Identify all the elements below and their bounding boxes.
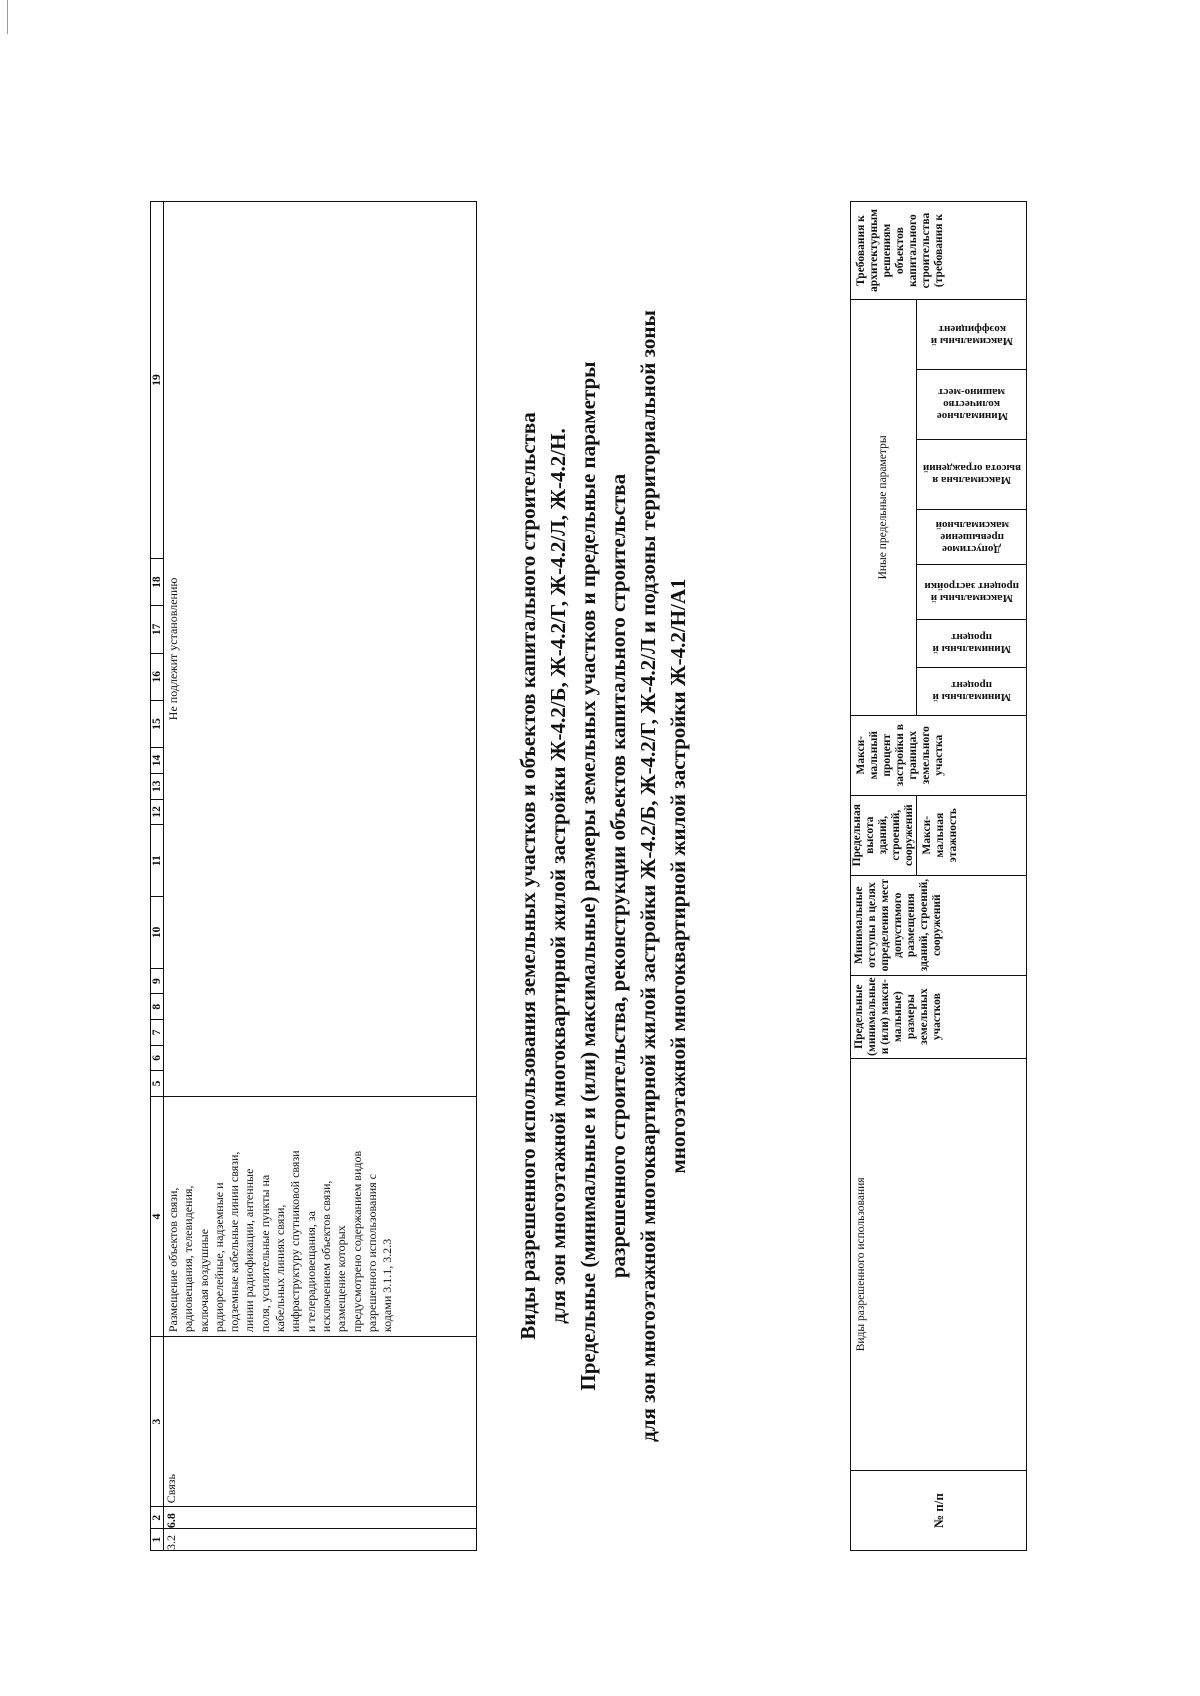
description-line: линии радиофикации, антенные (242, 1168, 257, 1333)
bottom-table-header (850, 201, 1027, 1551)
coverage-header: Макси-мальный процент застройки в границах земельного участка (851, 715, 1027, 795)
other-params-header: Иные предельные параметры (851, 300, 917, 716)
vertical-header (917, 564, 1027, 619)
vertical-header-text: Максимальны й коэффициент (930, 322, 1013, 347)
col-number: 6 (151, 1045, 164, 1071)
vertical-header (917, 619, 1027, 667)
description-line: кодами 3.1.1, 3.2.3 (380, 1238, 395, 1333)
title-line: для зон многоэтажной многоквартирной жилой застройки Ж-4.2/Б, Ж-4.2/Г, Ж-4.2/Л, Ж-4.2/Н. (546, 428, 570, 1324)
description-line: кабельных линиях связи, (273, 1204, 288, 1333)
col-number: 19 (151, 202, 164, 559)
col-number: 2 (151, 1507, 164, 1529)
title-line: разрешенного строительства, реконструкции объектов капитального строительства (606, 473, 630, 1279)
title-line: многоэтажной многоквартирной жилой застройки Ж-4.2/Н/А1 (666, 578, 690, 1174)
title-line: для зон многоэтажной многоквартирной жилой застройки Ж-4.2/Б, Ж-4.2/Г, Ж-4.2/Л и подзоны территориальной зоны (636, 310, 660, 1442)
col-number: 8 (151, 994, 164, 1020)
col-number: 4 (151, 1096, 164, 1336)
vertical-header-text: Допустимое превышение максимальной (934, 518, 1009, 555)
col-number: 5 (151, 1071, 164, 1097)
col-number: 11 (151, 825, 164, 897)
vertical-header (917, 370, 1027, 440)
vertical-header-text: Минимальны й процент (932, 679, 1011, 704)
description-line: Размещение объектов связи, (166, 1187, 180, 1333)
num-header: № п/п (851, 1471, 1027, 1551)
col-number: 12 (151, 799, 164, 825)
vertical-header (917, 667, 1027, 715)
floors-header: Макси-мальная этажность (917, 795, 1027, 875)
col-number: 10 (151, 897, 164, 969)
description-line: инфраструктуру спутниковой связи (288, 1150, 303, 1333)
description-line: радиовещания, телевидения, (181, 1185, 196, 1333)
height-header: Предельная высота зданий, строений, сооружений (851, 795, 917, 875)
col-number: 15 (151, 700, 164, 747)
description-line: радиорелейные, надземные и (211, 1182, 226, 1333)
row-use-type: Связь (164, 1337, 477, 1507)
vertical-header-text: Максимальна я высота ограждений (922, 462, 1021, 487)
table-row (164, 202, 477, 1551)
description-line: и телерадиовещания, за (303, 1211, 318, 1333)
description-line: поля, усилительные пункты на (257, 1174, 272, 1333)
col-number: 14 (151, 748, 164, 774)
description-line: включая воздушные (196, 1228, 211, 1333)
col-number: 3 (151, 1337, 164, 1507)
title-line: Предельные (минимальные и (или) максимальные) размеры земельных участков и предельные параметры (576, 361, 600, 1391)
col-number: 7 (151, 1020, 164, 1046)
col-number: 13 (151, 773, 164, 799)
col-number: 17 (151, 606, 164, 653)
types-header: Виды разрешенного использования (851, 1058, 1027, 1471)
sizes-header: Предельные (минимальные и (или) макси-мальные) размеры земельных участков (851, 975, 1027, 1058)
vertical-header-text: Минимальное количество машино-мест (935, 386, 1008, 423)
description-line: разрешенного использования с (364, 1173, 379, 1333)
vertical-header-text: Максимальны й процент застройки (924, 579, 1019, 604)
description-line: предусмотрено содержанием видов (349, 1150, 364, 1333)
col-number: 18 (151, 558, 164, 605)
description-line: размещение которых (334, 1225, 349, 1333)
description-line: исключением объектов связи, (318, 1180, 333, 1333)
vertical-header-text: Минимальны й процент (932, 631, 1011, 656)
top-table (150, 201, 477, 1551)
vertical-header (917, 439, 1027, 509)
row-description (164, 1096, 477, 1336)
row-code: 3.2 (164, 1529, 477, 1551)
vertical-header (917, 300, 1027, 370)
col-number: 1 (151, 1529, 164, 1551)
row-classifier-code: 6.8 (164, 1507, 477, 1529)
setbacks-header: Минимальные отступы в целях определения мест допустимого размещения зданий, строений, сооружений (851, 875, 1027, 975)
description-line: подземные кабельные линии связи, (227, 1151, 242, 1333)
column-number-row (151, 202, 164, 1551)
col-number: 9 (151, 968, 164, 994)
col-number: 16 (151, 653, 164, 700)
title-line: Виды разрешенного использования земельных участков и объектов капитального строительства (516, 412, 540, 1340)
arch-requirements-header: Требования к архитектурным решениям объектов капитального строительства (требования к (851, 202, 1027, 300)
vertical-header (917, 509, 1027, 564)
not-set-note: Не подлежит установлению (164, 202, 477, 1097)
document-title (513, 201, 693, 1551)
